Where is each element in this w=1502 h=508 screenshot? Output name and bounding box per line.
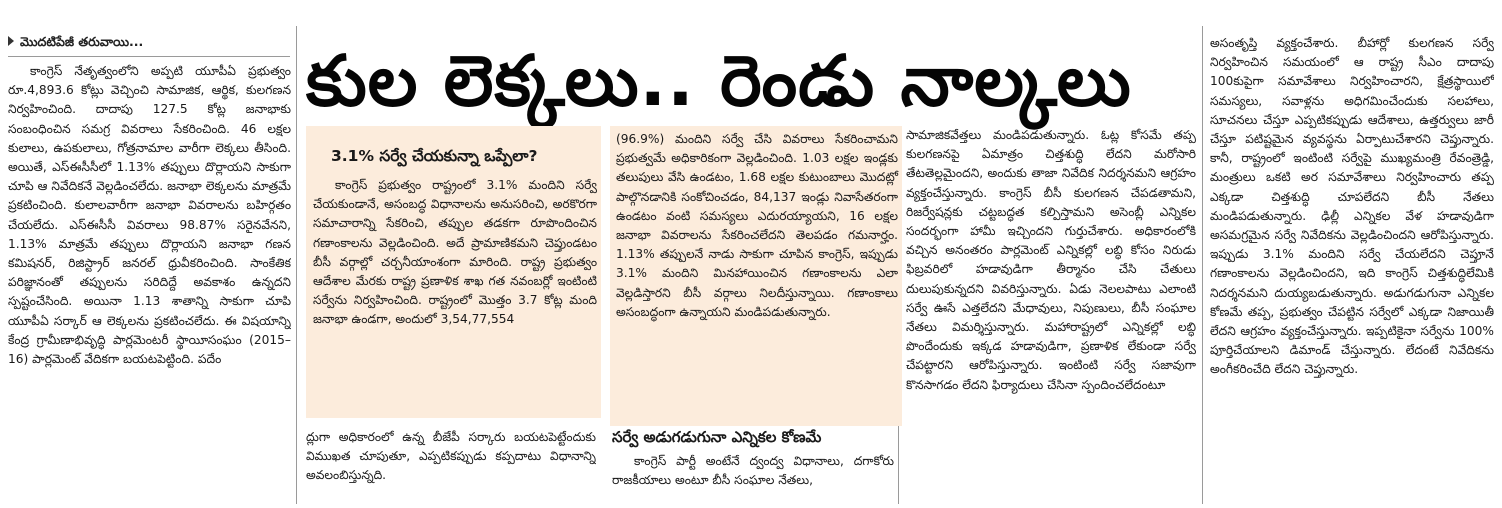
article-column-4 bbox=[906, 126, 1196, 504]
box-subheading: 3.1% సర్వే చేయకున్నా ఒప్పేలా? bbox=[331, 147, 538, 165]
box-paragraph-a: కాంగ్రెస్ ప్రభుత్వం రాష్ట్రంలో 3.1% మందిని సర్వే చేయకుండానే, అసంబద్ధ విధానాలను అనుసరించి, అరకొరగా సమాచారాన్ని సేకరించి, తప్పుల తడకగా రూపొందించిన గణాంకాలను వెల్లడించింది. అదే ప్రామాణికమని చెప్తుండటం బీసీ వర్గాల్లో చర్చనీయాంశంగా మారింది. రాష్ట్ర ప్రభుత్వం ఆదేశాల మేరకు రాష్ట్ర ప్రణాళిక శాఖ గత నవంబర్లో ఇంటింటి సర్వేను నిర్వహించింది. రాష్ట్రంలో మొత్తం 3.7 కోట్ల మంది జనాభా ఉండగా, అందులో 3,54,77,554 bbox=[313, 178, 597, 327]
continuation-kicker bbox=[8, 34, 143, 53]
box-paragraph-b: (96.9%) మందిని సర్వే చేసి వివరాలు సేకరించామని ప్రభుత్వమే అధికారికంగా వెల్లడించింది. 1.03 లక్షల ఇండ్లకు తలుపులు వేసి ఉండటం, 1.68 లక్షల కుటుంబాలు మొదట్లో పాల్గొనడానికి సంకోచించడం, 84,137 ఇండ్లు నివాసేతరంగా ఉండటం వంటి సమస్యలు ఎదురయ్యాయని, 16 లక్షల జనాభా వివరాలను సేకరించలేదని తెలపడం గమనార్హం. 1.13% తప్పులనే నాడు సాకుగా చూపిన కాంగ్రెస్, ఇప్పుడు 3.1% మందిని మినహాయించిన గణాంకాలను ఎలా వెల్లడిస్తారని బీసీ వర్గాలు నిలదీస్తున్నాయి. గణాంకాలు అసంబద్ధంగా ఉన్నాయని మండిపడుతున్నారు. bbox=[616, 132, 898, 319]
box-column-a bbox=[313, 146, 597, 416]
article-paragraph: అసంతృప్తి వ్యక్తంచేశారు. బీహార్లో కులగణన సర్వే నిర్వహించిన సమయంలో ఆ రాష్ట్ర సీఎం దాదాపు 100కుపైగా సమావేశాలు నిర్వహించారని, క్షేత్రస్థాయిలో సమస్యలు, సవాళ్లను అధిగమించేందుకు సలహాలు, సూచనలు చేస్తూ ఎప్పటికప్పుడు ఆదేశాలు, ఉత్తర్వులు జారీ చేస్తూ పటిష్టమైన వ్యవస్థను ఏర్పాటుచేశారని చెప్తున్నారు. కానీ, రాష్ట్రంలో ఇంటింటి సర్వేపై ముఖ్యమంత్రి రేవంత్రెడ్డి, మంత్రులు ఒకటి అర సమావేశాలు నిర్వహించారు తప్ప ఎక్కడా చిత్తశుద్ధి చూపలేదని బీసీ నేతలు మండిపడుతున్నారు. ఢిల్లీ ఎన్నికల వేళ హడావుడిగా అసమగ్రమైన సర్వే నివేదికను వెల్లడించిందని ఆరోపిస్తున్నారు. ఇప్పుడు 3.1% మందిని సర్వే చేయలేదని చెప్తూనే గణాంకాలను వెల్లడించిందని, ఇది కాంగ్రెస్ చిత్తశుద్ధిలేమికి నిదర్శనమని దుయ్యబడుతున్నారు. అడుగడుగునా ఎన్నికల కోణమే తప్ప, ప్రభుత్వం చేపట్టిన సర్వేలో ఎక్కడా నిజాయితీ లేదని ఆగ్రహం వ్యక్తంచేస్తున్నారు. ఇప్పటికైనా సర్వేను 100% పూర్తిచేయాలని డిమాండ్ చేస్తున్నారు. లేదంటే నివేదికను అంగీకరించేది లేదని చెప్తున్నారు. bbox=[1210, 36, 1494, 377]
section-subheading: సర్వే అడుగడుగునా ఎన్నికల కోణమే bbox=[612, 428, 822, 446]
article-column-5 bbox=[1210, 34, 1494, 504]
triangle-bullet-icon bbox=[8, 36, 14, 46]
article-paragraph: కాంగ్రెస్ నేతృత్వంలోని అప్పటి యూపీఏ ప్రభుత్వం రూ.4,893.6 కోట్లు వెచ్చించి సామాజిక, ఆర్థిక, కులగణన నిర్వహించింది. దాదాపు 127.5 కోట్ల జనాభాకు సంబంధించిన సమగ్ర వివరాలు సేకరించింది. 46 లక్షల కులాలు, ఉపకులాలు, గోత్రనామాల వారీగా లెక్కలు తీసింది. అయితే, ఎస్ఈసీసీలో 1.13% తప్పులు దొర్లాయని సాకుగా చూపి ఆ నివేదికనే వెల్లడించలేదు. జనాభా లెక్కలను మాత్రమే ప్రకటించింది. కులాలవారీగా జనాభా వివరాలను బహిర్గతం చేయలేదు. ఎస్ఈసీసీ వివరాలు 98.87% సరైనవేనని, 1.13% మాత్రమే తప్పులు దొర్లాయని జనాభా గణన కమిషనర్, రిజిస్ట్రార్ జనరల్ ధ్రువీకరించింది. సాంకేతిక పరిజ్ఞానంతో తప్పులను సరిదిద్దే అవకాశం ఉన్నదని స్పష్టంచేసింది. అయినా 1.13 శాతాన్ని సాకుగా చూపి యూపీఏ సర్కార్ ఆ లెక్కలను ప్రకటించలేదు. ఈ విషయాన్ని కేంద్ర గ్రామీణాభివృద్ధి పార్లమెంటరీ స్థాయీసంఘం (2015–16) పార్లమెంట్ వేదికగా బయటపెట్టింది. పదేం bbox=[8, 64, 291, 367]
article-paragraph: ద్లుగా అధికారంలో ఉన్న బీజేపీ సర్కారు బయటపెట్టేందుకు విముఖత చూపుతూ, ఎప్పటికప్పుడు కప్పదాటు విధానాన్ని అవలంబిస్తున్నది. bbox=[306, 430, 596, 483]
article-column-3-bottom bbox=[612, 452, 894, 504]
article-paragraph: కాంగ్రెస్ పార్టీ అంటేనే ద్వంద్వ విధానాలు, దగాకోరు రాజకీయాలు అంటూ బీసీ సంఘాల నేతలు, bbox=[612, 454, 894, 488]
kicker-rule bbox=[8, 56, 290, 57]
article-column-1 bbox=[8, 62, 291, 502]
article-paragraph: సామాజికవేత్తలు మండిపడుతున్నారు. ఓట్ల కోసమే తప్ప కులగణనపై ఏమాత్రం చిత్తశుద్ధి లేదని మరోసారి తేటతెల్లమైందని, అందుకు తాజా నివేదిక నిదర్శనమని ఆగ్రహం వ్యక్తంచేస్తున్నారు. కాంగ్రెస్ బీసీ కులగణన చేపడతామని, రిజర్వేషన్లకు చట్టబద్ధత కల్పిస్తామని అసెంబ్లీ ఎన్నికల సందర్భంగా హామీ ఇచ్చిందని గుర్తుచేశారు. అధికారంలోకి వచ్చిన అనంతరం పార్లమెంట్ ఎన్నికల్లో లబ్ధి కోసం నిరుడు ఫిబ్రవరిలో హడావుడిగా తీర్మానం చేసి చేతులు దులుపుకున్నదని వివరిస్తున్నారు. ఏడు నెలలపాటు ఎలాంటి సర్వే ఊసే ఎత్తలేదని మేధావులు, నిపుణులు, బీసీ సంఘాల నేతలు విమర్శిస్తున్నారు. మహారాష్ట్రలో ఎన్నికల్లో లబ్ధి పొందేందుకు ఇక్కడ హడావుడిగా, ప్రణాళిక లేకుండా సర్వే చేపట్టారని ఆరోపిస్తున్నారు. ఇంటింటి సర్వే సజావుగా కొనసాగడం లేదని ఫిర్యాదులు చేసినా స్పందించలేదంటూ bbox=[906, 128, 1196, 392]
box-column-b bbox=[610, 126, 902, 426]
column-rule-1 bbox=[296, 26, 297, 504]
kicker-text: మొదటిపేజీ తరువాయి... bbox=[20, 34, 144, 49]
article-column-2-bottom bbox=[306, 428, 596, 504]
headline: కుల లెక్కలు.. రెండు నాల్కలు bbox=[306, 40, 1132, 122]
